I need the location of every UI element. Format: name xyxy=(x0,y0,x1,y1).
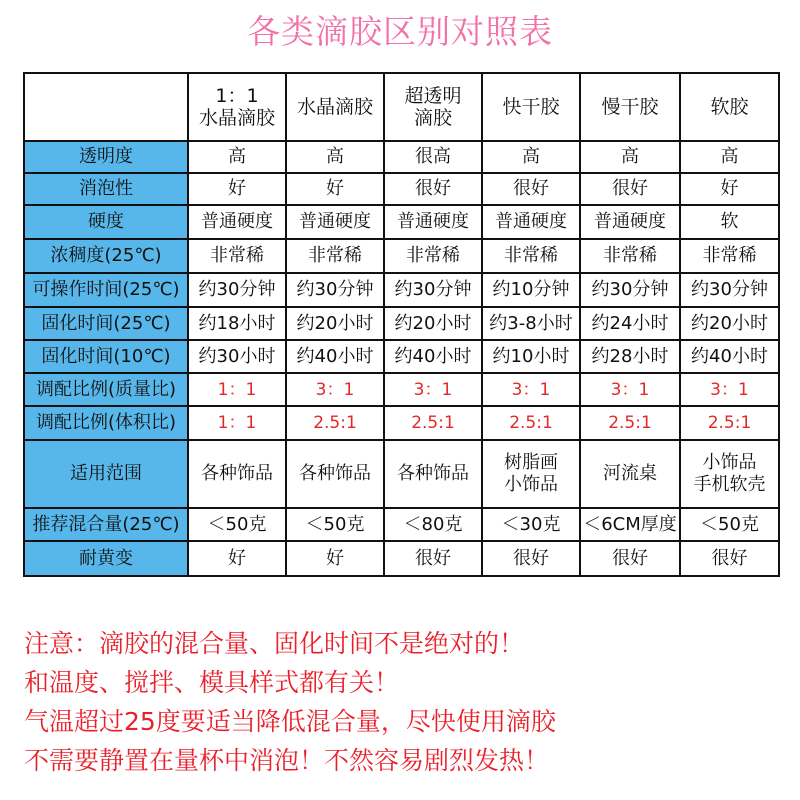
corner-cell xyxy=(24,73,188,141)
table-row-cure-time-10c xyxy=(24,340,779,373)
row-header: 固化时间(25℃) xyxy=(24,307,188,340)
table-cell: 约40小时 xyxy=(384,340,482,373)
table-cell: 高 xyxy=(286,141,384,173)
table-cell: 普通硬度 xyxy=(580,205,680,239)
table-row-working-time xyxy=(24,273,779,307)
table-cell: 普通硬度 xyxy=(384,205,482,239)
row-header: 适用范围 xyxy=(24,440,188,508)
table-row-cure-time-25c xyxy=(24,307,779,340)
column-header-slow-cure-resin xyxy=(580,73,680,141)
table-row-transparency xyxy=(24,141,779,173)
table-cell: 好 xyxy=(286,173,384,205)
ratio-cell: 2.5:1 xyxy=(580,406,680,440)
table-cell: ＜50克 xyxy=(286,508,384,541)
table-cell: 好 xyxy=(188,541,286,576)
table-cell: 高 xyxy=(188,141,286,173)
ratio-cell: 2.5:1 xyxy=(286,406,384,440)
table-cell: 很高 xyxy=(384,141,482,173)
table-row-hardness xyxy=(24,205,779,239)
table-cell: 约30分钟 xyxy=(384,273,482,307)
table-cell: ＜50克 xyxy=(680,508,779,541)
note-line: 和温度、搅拌、模具样式都有关！ xyxy=(24,668,400,697)
table-cell: 约18小时 xyxy=(188,307,286,340)
table-row-applications xyxy=(24,440,779,508)
ratio-cell: 3：1 xyxy=(680,373,779,406)
table-cell: 约24小时 xyxy=(580,307,680,340)
ratio-cell: 3：1 xyxy=(482,373,580,406)
table-cell: ＜30克 xyxy=(482,508,580,541)
ratio-cell: 3：1 xyxy=(580,373,680,406)
column-header-line: 滴胶 xyxy=(413,107,452,129)
column-header-line: 超透明 xyxy=(404,85,462,107)
table-cell: 普通硬度 xyxy=(482,205,580,239)
table-cell: 约30分钟 xyxy=(580,273,680,307)
row-header: 硬度 xyxy=(24,205,188,239)
table-cell: 很好 xyxy=(482,541,580,576)
cell-line: 各种饰品 xyxy=(397,463,469,484)
table-cell: 非常稀 xyxy=(384,239,482,273)
table-row-yellowing-resistance xyxy=(24,541,779,576)
table-cell: 好 xyxy=(286,541,384,576)
table-cell: 高 xyxy=(680,141,779,173)
ratio-cell: 2.5:1 xyxy=(482,406,580,440)
table-cell xyxy=(286,440,384,508)
table-cell: 很好 xyxy=(384,173,482,205)
column-header-soft-resin xyxy=(680,73,779,141)
table-cell: 很好 xyxy=(482,173,580,205)
row-header: 可操作时间(25℃) xyxy=(24,273,188,307)
table-cell: 约40小时 xyxy=(286,340,384,373)
cell-line: 各种饰品 xyxy=(299,463,371,484)
ratio-cell: 2.5:1 xyxy=(384,406,482,440)
table-cell: 约30分钟 xyxy=(680,273,779,307)
column-header-ultra-clear-resin xyxy=(384,73,482,141)
table-cell: 非常稀 xyxy=(286,239,384,273)
column-header-1-1-crystal-resin xyxy=(188,73,286,141)
ratio-cell: 2.5:1 xyxy=(680,406,779,440)
column-header-line: 慢干胶 xyxy=(601,96,659,118)
table-cell: 约20小时 xyxy=(286,307,384,340)
table-cell: 约10分钟 xyxy=(482,273,580,307)
column-header-line: 1：1 xyxy=(215,85,259,107)
table-cell: 普通硬度 xyxy=(188,205,286,239)
table-cell: 好 xyxy=(680,173,779,205)
table-cell: ＜80克 xyxy=(384,508,482,541)
table-cell: 非常稀 xyxy=(580,239,680,273)
header-row xyxy=(24,73,779,141)
table-cell: 非常稀 xyxy=(680,239,779,273)
table-cell: 很好 xyxy=(580,541,680,576)
row-header: 浓稠度(25℃) xyxy=(24,239,188,273)
cell-line: 小饰品 xyxy=(504,474,558,495)
table-cell: 约10小时 xyxy=(482,340,580,373)
table-row-mix-ratio-weight xyxy=(24,373,779,406)
table-row-mix-ratio-volume xyxy=(24,406,779,440)
row-header: 固化时间(10℃) xyxy=(24,340,188,373)
note-line: 气温超过25度要适当降低混合量，尽快使用滴胶 xyxy=(24,707,556,736)
table-cell: ＜6CM厚度 xyxy=(580,508,680,541)
table-cell: 好 xyxy=(188,173,286,205)
column-header-fast-cure-resin xyxy=(482,73,580,141)
table-cell: ＜50克 xyxy=(188,508,286,541)
table-row-viscosity xyxy=(24,239,779,273)
table-cell: 很好 xyxy=(580,173,680,205)
cell-line: 手机软壳 xyxy=(693,474,766,495)
table-cell: 约40小时 xyxy=(680,340,779,373)
table-row-defoaming xyxy=(24,173,779,205)
row-header: 调配比例(体积比) xyxy=(24,406,188,440)
table-cell: 软 xyxy=(680,205,779,239)
cell-line: 树脂画 xyxy=(504,452,558,473)
row-header: 透明度 xyxy=(24,141,188,173)
notes-block xyxy=(24,624,794,780)
note-line: 注意：滴胶的混合量、固化时间不是绝对的！ xyxy=(24,629,525,658)
ratio-cell: 1：1 xyxy=(188,406,286,440)
column-header-line: 水晶滴胶 xyxy=(198,107,275,129)
table-cell: 约3-8小时 xyxy=(482,307,580,340)
row-header: 耐黄变 xyxy=(24,541,188,576)
table-cell: 约28小时 xyxy=(580,340,680,373)
table-cell: 高 xyxy=(580,141,680,173)
column-header-line: 快干胶 xyxy=(502,96,560,118)
row-header: 消泡性 xyxy=(24,173,188,205)
table-cell xyxy=(482,440,580,508)
ratio-cell: 3：1 xyxy=(286,373,384,406)
table-cell: 约30分钟 xyxy=(188,273,286,307)
cell-line: 各种饰品 xyxy=(201,463,273,484)
table-cell xyxy=(680,440,779,508)
table-cell: 普通硬度 xyxy=(286,205,384,239)
comparison-table xyxy=(23,72,780,577)
table-cell: 约20小时 xyxy=(384,307,482,340)
table-cell: 非常稀 xyxy=(482,239,580,273)
table-cell: 很好 xyxy=(384,541,482,576)
table-cell xyxy=(188,440,286,508)
row-header: 推荐混合量(25℃) xyxy=(24,508,188,541)
table-cell: 约30小时 xyxy=(188,340,286,373)
ratio-cell: 3：1 xyxy=(384,373,482,406)
table-cell: 很好 xyxy=(680,541,779,576)
table-row-recommended-mix-amount xyxy=(24,508,779,541)
table-cell: 约30分钟 xyxy=(286,273,384,307)
column-header-crystal-resin xyxy=(286,73,384,141)
column-header-line: 水晶滴胶 xyxy=(296,96,373,118)
column-header-line: 软胶 xyxy=(710,96,749,118)
table-cell: 高 xyxy=(482,141,580,173)
cell-line: 河流桌 xyxy=(603,463,657,484)
ratio-cell: 1：1 xyxy=(188,373,286,406)
row-header: 调配比例(质量比) xyxy=(24,373,188,406)
note-line: 不需要静置在量杯中消泡！不然容易剧烈发热！ xyxy=(24,746,550,775)
page-title: 各类滴胶区别对照表 xyxy=(247,12,553,51)
table-cell xyxy=(384,440,482,508)
cell-line: 小饰品 xyxy=(702,452,757,473)
table-cell: 非常稀 xyxy=(188,239,286,273)
table-cell: 约20小时 xyxy=(680,307,779,340)
table-cell xyxy=(580,440,680,508)
